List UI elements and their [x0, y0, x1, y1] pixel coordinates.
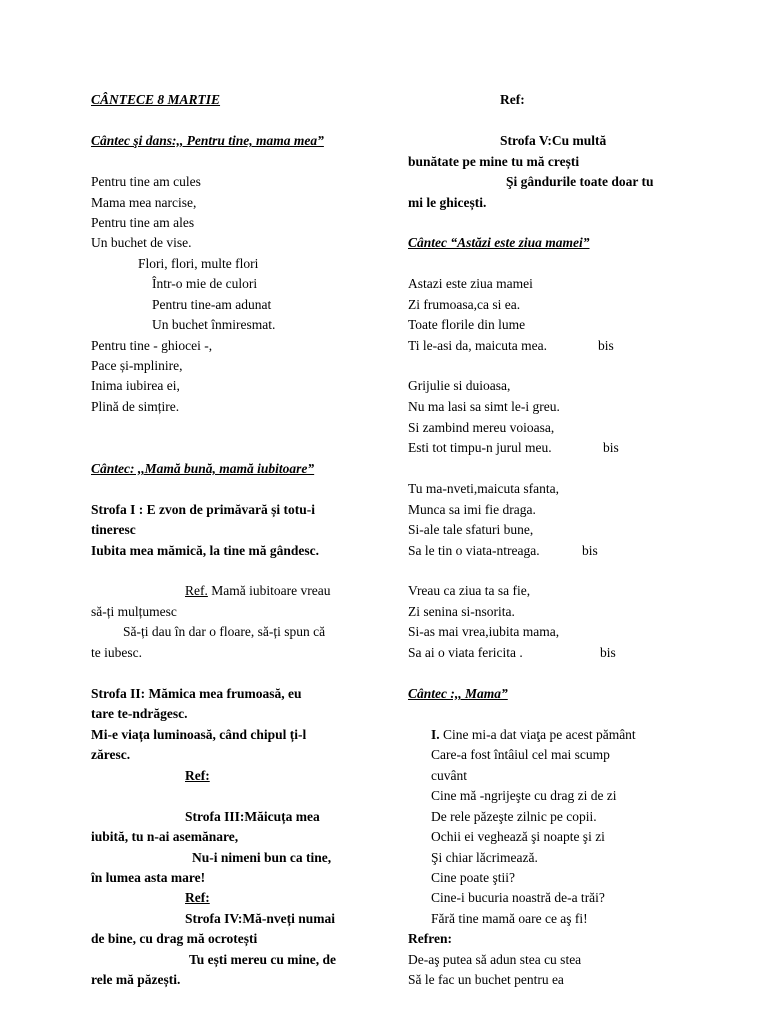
lyric-line: Si-ale tale sfaturi bune,	[408, 522, 534, 537]
lyric-line: Inima iubirea ei,	[91, 378, 180, 393]
lyric-line: Tu ma-nveti,maicuta sfanta,	[408, 481, 559, 496]
lyric-line: Pentru tine am ales	[91, 215, 195, 230]
verse-line: tineresc	[91, 522, 136, 537]
lyric-line: Mama mea narcise,	[91, 195, 197, 210]
song4-title: Cântec :,, Mama”	[408, 686, 508, 701]
refrain-line: Să-ți dau în dar o floare, să-ți spun că	[123, 624, 326, 639]
lyric-line: Vreau ca ziua ta sa fie,	[408, 583, 531, 598]
lyric-line: Esti tot timpu-n jurul meu.	[408, 440, 552, 455]
verse-line: mi le ghicești.	[408, 195, 487, 210]
lyric-line: Pentru tine-am adunat	[152, 297, 272, 312]
refrain-marker: Ref:	[500, 92, 525, 107]
verse-line: zăresc.	[91, 747, 131, 762]
verse-line: Şi gândurile toate doar tu	[506, 174, 654, 189]
refrain-marker: Ref:	[185, 768, 210, 783]
lyric-line: Fără tine mamă oare ce aş fi!	[431, 911, 588, 926]
lyric-line: Nu ma lasi sa simt le-i greu.	[408, 399, 560, 414]
verse-line: Mi-e viața luminoasă, când chipul ți-l	[91, 727, 307, 742]
lyric-line: Pace și-mplinire,	[91, 358, 183, 373]
lyric-line: Zi frumoasa,ca si ea.	[408, 297, 521, 312]
refrain-line: Să le fac un buchet pentru ea	[408, 972, 564, 987]
song2-title: Cântec: ,,Mamă bună, mamă iubitoare”	[91, 461, 315, 476]
verse-line: tare te-ndrăgesc.	[91, 706, 188, 721]
verse-line: Strofa I : E zvon de primăvară și totu-i	[91, 502, 315, 517]
lyric-line: Pentru tine am cules	[91, 174, 201, 189]
lyric-line: Ti le-asi da, maicuta mea.	[408, 338, 547, 353]
lyric-line: Şi chiar lăcrimează.	[431, 850, 538, 865]
lyric-line: Si zambind mereu voioasa,	[408, 420, 555, 435]
lyric-line: Si-as mai vrea,iubita mama,	[408, 624, 560, 639]
lyric-line: Grijulie si duioasa,	[408, 378, 511, 393]
lyric-line: Cine-i bucuria noastră de-a trăi?	[431, 890, 605, 905]
song1-title: Cântec şi dans:,, Pentru tine, mama mea”	[91, 133, 324, 148]
refrain-text: Mamă iubitoare vreau	[207, 583, 331, 598]
lyric-line: Sa le tin o viata-ntreaga.	[408, 543, 540, 558]
verse-line: rele mă păzești.	[91, 972, 181, 987]
lyric-line: cuvânt	[431, 768, 467, 783]
lyric-line	[431, 725, 636, 745]
bis-marker: bis	[598, 338, 614, 353]
verse-line: iubită, tu n-ai asemănare,	[91, 829, 239, 844]
lyric-line: Toate florile din lume	[408, 317, 526, 332]
refrain-line	[185, 581, 330, 601]
refrain-label: Ref.	[185, 583, 208, 598]
refrain-label: Refren:	[408, 931, 452, 946]
lyric-line: Într-o mie de culori	[152, 276, 258, 291]
lyric-line: Flori, flori, multe flori	[138, 256, 259, 271]
lyric-text: Cine mi-a dat viaţa pe acest pământ	[439, 727, 636, 742]
lyric-line: Astazi este ziua mamei	[408, 276, 533, 291]
verse-line: Strofa III:Măicuța mea	[185, 809, 320, 824]
refrain-line: să-ți mulțumesc	[91, 604, 177, 619]
lyric-line: Care-a fost întâiul cel mai scump	[431, 747, 610, 762]
lyric-line: Un buchet de vise.	[91, 235, 192, 250]
verse-line: Iubita mea mămică, la tine mă gândesc.	[91, 543, 319, 558]
lyric-line: Pentru tine - ghiocei -,	[91, 338, 213, 353]
verse-line: Strofa II: Mămica mea frumoasă, eu	[91, 686, 302, 701]
lyric-line: Zi senina si-nsorita.	[408, 604, 515, 619]
verse-line: Nu-i nimeni bun ca tine,	[192, 850, 332, 865]
lyric-line: Plină de simțire.	[91, 399, 180, 414]
verse-number: I.	[431, 727, 440, 742]
bis-marker: bis	[582, 543, 598, 558]
lyric-line: Cine poate ştii?	[431, 870, 515, 885]
bis-marker: bis	[603, 440, 619, 455]
lyric-line: Sa ai o viata fericita .	[408, 645, 523, 660]
lyric-line: Un buchet înmiresmat.	[152, 317, 276, 332]
refrain-line: De-aş putea să adun stea cu stea	[408, 952, 582, 967]
song3-title: Cântec “Astăzi este ziua mamei”	[408, 235, 590, 250]
lyric-line: De rele păzeşte zilnic pe copii.	[431, 809, 597, 824]
lyric-line: Cine mă -ngrijeşte cu drag zi de zi	[431, 788, 617, 803]
lyric-line: Munca sa imi fie draga.	[408, 502, 536, 517]
verse-line: în lumea asta mare!	[91, 870, 206, 885]
refrain-marker: Ref:	[185, 890, 210, 905]
bis-marker: bis	[600, 645, 616, 660]
document-title: CÂNTECE 8 MARTIE	[91, 92, 221, 107]
lyric-line: Ochii ei veghează şi noapte şi zi	[431, 829, 605, 844]
verse-line: de bine, cu drag mă ocrotești	[91, 931, 258, 946]
verse-line: Strofa V:Cu multă	[500, 133, 607, 148]
verse-line: Tu ești mereu cu mine, de	[189, 952, 336, 967]
refrain-line: te iubesc.	[91, 645, 142, 660]
verse-line: bunătate pe mine tu mă crești	[408, 154, 580, 169]
verse-line: Strofa IV:Mă-nveți numai	[185, 911, 336, 926]
